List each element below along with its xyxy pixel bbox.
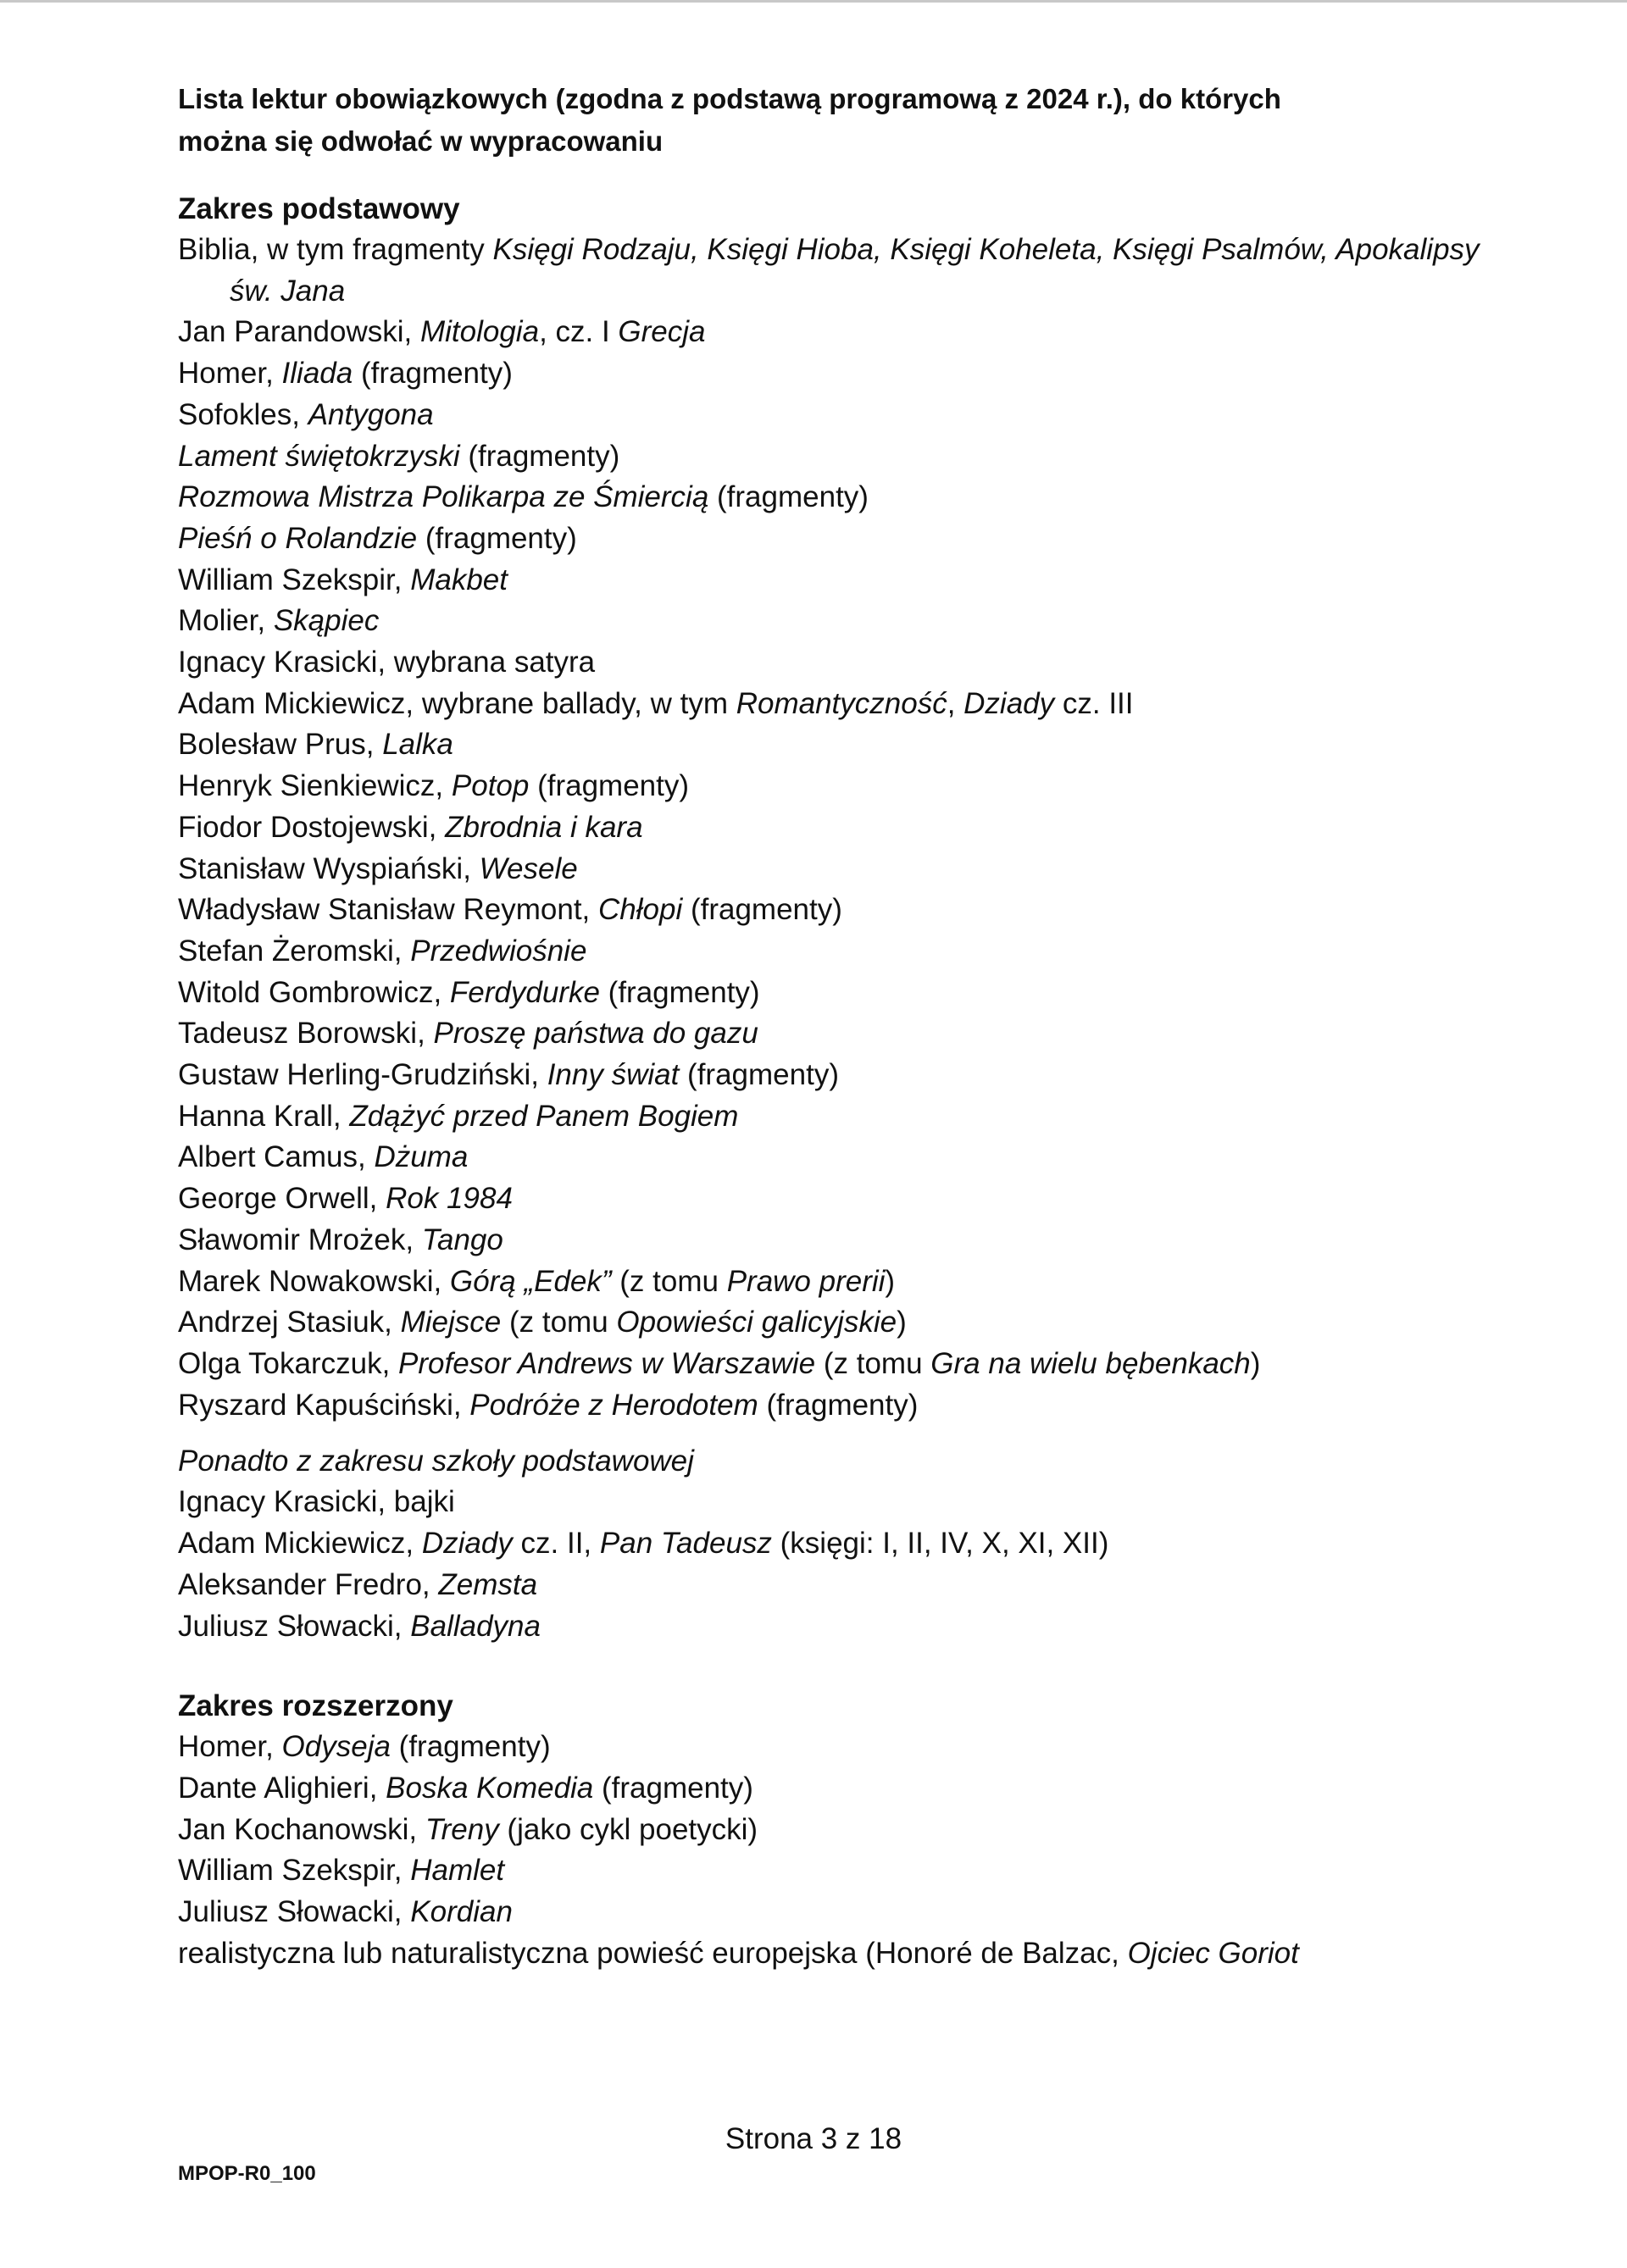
entry-text: Adam Mickiewicz, [178, 1527, 422, 1561]
document-code: MPOP-R0_100 [178, 2162, 316, 2185]
work-title: Dżuma [374, 1140, 469, 1174]
work-title: Zdążyć przed Panem Bogiem [349, 1099, 739, 1133]
entry-text: Ryszard Kapuściński, [178, 1388, 470, 1422]
entry-text: (fragmenty) [593, 1771, 753, 1805]
reading-list-item [178, 1565, 1483, 1606]
entry-text: ) [885, 1264, 896, 1298]
entry-text: Olga Tokarczuk, [178, 1346, 399, 1380]
entry-text: Juliusz Słowacki, [178, 1609, 411, 1643]
work-title: Rozmowa Mistrza Polikarpa ze Śmiercią [178, 480, 709, 514]
reading-list-item [178, 931, 1483, 973]
work-title: Grecja [618, 315, 706, 349]
entry-text: (fragmenty) [708, 480, 869, 514]
entry-text: (fragmenty) [459, 439, 620, 473]
work-title: Zemsta [438, 1567, 538, 1601]
page-number: Strona 3 z 18 [725, 2122, 902, 2155]
entry-text: Juliusz Słowacki, [178, 1895, 411, 1929]
document-page [178, 78, 1483, 1974]
reading-list-item [178, 1810, 1483, 1851]
entry-text: (fragmenty) [417, 521, 577, 555]
entry-text: ) [1250, 1346, 1261, 1380]
work-title: Ojciec Goriot [1127, 1936, 1299, 1970]
reading-list-item [178, 890, 1483, 931]
reading-list-item [178, 1220, 1483, 1262]
work-title: Lalka [382, 728, 453, 762]
entry-text: William Szekspir, [178, 563, 411, 596]
entry-text: Marek Nowakowski, [178, 1264, 450, 1298]
work-title: Podróże z Herodotem [469, 1388, 758, 1422]
reading-list-item [178, 1385, 1483, 1427]
reading-list-item [178, 560, 1483, 602]
work-title: Mitologia [419, 315, 540, 349]
work-title: Rok 1984 [386, 1182, 513, 1216]
entry-text: Hanna Krall, [178, 1099, 350, 1133]
section-title-extended: Zakres rozszerzony [178, 1689, 453, 1723]
work-title: Treny [425, 1812, 499, 1846]
work-title: Antygona [308, 397, 434, 431]
entry-text: Stanisław Wyspiański, [178, 851, 480, 885]
reading-list-item [178, 973, 1483, 1014]
work-title: Potop [451, 769, 530, 803]
entry-text: Bolesław Prus, [178, 728, 383, 762]
work-title: Iliada [281, 357, 353, 391]
entry-text: Sofokles, [178, 397, 308, 431]
reading-list-item [178, 1892, 1483, 1933]
entry-text: Ignacy Krasicki, bajki [178, 1485, 455, 1519]
work-title: Balladyna [410, 1609, 541, 1643]
entry-text: Stefan Żeromski, [178, 934, 411, 968]
entry-text: cz. III [1054, 686, 1134, 720]
entry-text: Aleksander Fredro, [178, 1567, 439, 1601]
reading-list-item [178, 1523, 1483, 1565]
reading-list-item [178, 1727, 1483, 1768]
reading-list-item [178, 1850, 1483, 1892]
reading-list-item [178, 353, 1483, 395]
entry-text: realistyczna lub naturalistyczna powieść europejska (Honoré de Balzac, [178, 1936, 1128, 1970]
entry-text: (jako cykl poetycki) [498, 1812, 758, 1846]
entry-text: Andrzej Stasiuk, [178, 1306, 401, 1339]
reading-list-item [178, 395, 1483, 436]
entry-text: Sławomir Mrożek, [178, 1223, 422, 1256]
entry-text: Fiodor Dostojewski, [178, 810, 446, 844]
reading-list-item [178, 1262, 1483, 1303]
entry-text: Jan Parandowski, [178, 315, 420, 349]
reading-list-item [178, 436, 1483, 478]
reading-list-item [178, 1482, 1483, 1523]
work-title: Kordian [410, 1895, 513, 1929]
entry-text: Jan Kochanowski, [178, 1812, 425, 1846]
entry-text: , cz. I [539, 315, 619, 349]
entry-text: Dante Alighieri, [178, 1771, 386, 1805]
entry-text: Henryk Sienkiewicz, [178, 769, 452, 803]
entry-text: Biblia, w tym fragmenty [178, 233, 493, 266]
page-top-border [0, 0, 1627, 3]
work-title: Proszę państwa do gazu [433, 1017, 758, 1051]
entry-text: (z tomu [611, 1264, 727, 1298]
work-title: Pieśń o Rolandzie [178, 521, 418, 555]
entry-text: (fragmenty) [758, 1388, 919, 1422]
work-title: Inny świat [547, 1058, 680, 1092]
primary-school-reading-list [178, 1482, 1483, 1647]
section-title-basic: Zakres podstawowy [178, 192, 460, 225]
reading-list-item [178, 518, 1483, 560]
reading-list-item [178, 1768, 1483, 1810]
entry-text: (fragmenty) [682, 893, 842, 927]
work-title: Dziady [421, 1527, 513, 1561]
entry-text: (fragmenty) [390, 1730, 551, 1764]
work-title: Boska Komedia [386, 1771, 594, 1805]
work-title: Gra na wielu bębenkach [930, 1346, 1251, 1380]
work-title: Górą „Edek” [449, 1264, 612, 1298]
work-title: Pan Tadeusz [599, 1527, 772, 1561]
reading-list-item [178, 724, 1483, 766]
work-title: Miejsce [400, 1306, 502, 1339]
document-heading-line-2: można się odwołać w wypracowaniu [178, 125, 664, 157]
entry-text: Homer, [178, 357, 282, 391]
reading-list-item [178, 642, 1483, 684]
work-title: Przedwiośnie [410, 934, 587, 968]
work-title: Wesele [479, 851, 578, 885]
work-title: Profesor Andrews w Warszawie [398, 1346, 816, 1380]
entry-text: , [947, 686, 964, 720]
work-title: Odyseja [281, 1730, 391, 1764]
work-title: Ferdydurke [449, 975, 600, 1009]
work-title: Dziady [963, 686, 1055, 720]
reading-list-item [178, 601, 1483, 642]
entry-text: (z tomu [501, 1306, 617, 1339]
document-heading-line-1: Lista lektur obowiązkowych (zgodna z podstawą programową z 2024 r.), do których [178, 83, 1281, 114]
reading-list-item [178, 230, 1483, 312]
work-title: Skąpiec [273, 604, 380, 638]
work-title: Zbrodnia i kara [445, 810, 643, 844]
reading-list-item [178, 1096, 1483, 1138]
reading-list-item [178, 1344, 1483, 1385]
reading-list-item [178, 1606, 1483, 1648]
entry-text: Władysław Stanisław Reymont, [178, 893, 598, 927]
entry-text: George Orwell, [178, 1182, 386, 1216]
reading-list-item [178, 1013, 1483, 1055]
entry-text: (fragmenty) [679, 1058, 839, 1092]
work-title: Tango [421, 1223, 503, 1256]
work-title: Księgi Rodzaju, Księgi Hioba, Księgi Koheleta, Księgi Psalmów, Apokalipsy św. Jana [230, 233, 1480, 308]
entry-text: (z tomu [815, 1346, 931, 1380]
reading-list-item [178, 477, 1483, 518]
reading-list-item [178, 1302, 1483, 1344]
entry-text: ) [897, 1306, 907, 1339]
entry-text: (fragmenty) [599, 975, 760, 1009]
work-title: Chłopi [598, 893, 683, 927]
reading-list-item [178, 1178, 1483, 1220]
work-title: Prawo prerii [726, 1264, 886, 1298]
entry-text: Molier, [178, 604, 274, 638]
entry-text: Tadeusz Borowski, [178, 1017, 434, 1051]
reading-list-item [178, 684, 1483, 725]
entry-text: Ignacy Krasicki, wybrana satyra [178, 646, 596, 679]
reading-list-item [178, 1933, 1483, 1975]
work-title: Romantyczność [736, 686, 947, 720]
reading-list-item [178, 1055, 1483, 1096]
entry-text: (fragmenty) [353, 357, 513, 391]
reading-list-item [178, 1137, 1483, 1178]
work-title: Hamlet [410, 1854, 505, 1888]
entry-text: Homer, [178, 1730, 282, 1764]
reading-list-item [178, 312, 1483, 353]
entry-text: (księgi: I, II, IV, X, XI, XII) [771, 1527, 1109, 1561]
entry-text: Witold Gombrowicz, [178, 975, 450, 1009]
section-title-primary-school: Ponadto z zakresu szkoły podstawowej [178, 1445, 694, 1478]
entry-text: Gustaw Herling-Grudziński, [178, 1058, 547, 1092]
work-title: Opowieści galicyjskie [616, 1306, 897, 1339]
entry-text: Adam Mickiewicz, wybrane ballady, w tym [178, 686, 736, 720]
reading-list-item [178, 807, 1483, 849]
work-title: Makbet [410, 563, 508, 596]
entry-text: Albert Camus, [178, 1140, 375, 1174]
entry-text: (fragmenty) [529, 769, 690, 803]
reading-list-item [178, 849, 1483, 890]
reading-list-item [178, 766, 1483, 807]
entry-text: William Szekspir, [178, 1854, 411, 1888]
basic-reading-list [178, 230, 1483, 1426]
work-title: Lament świętokrzyski [178, 439, 460, 473]
entry-text: cz. II, [512, 1527, 600, 1561]
extended-reading-list [178, 1727, 1483, 1974]
